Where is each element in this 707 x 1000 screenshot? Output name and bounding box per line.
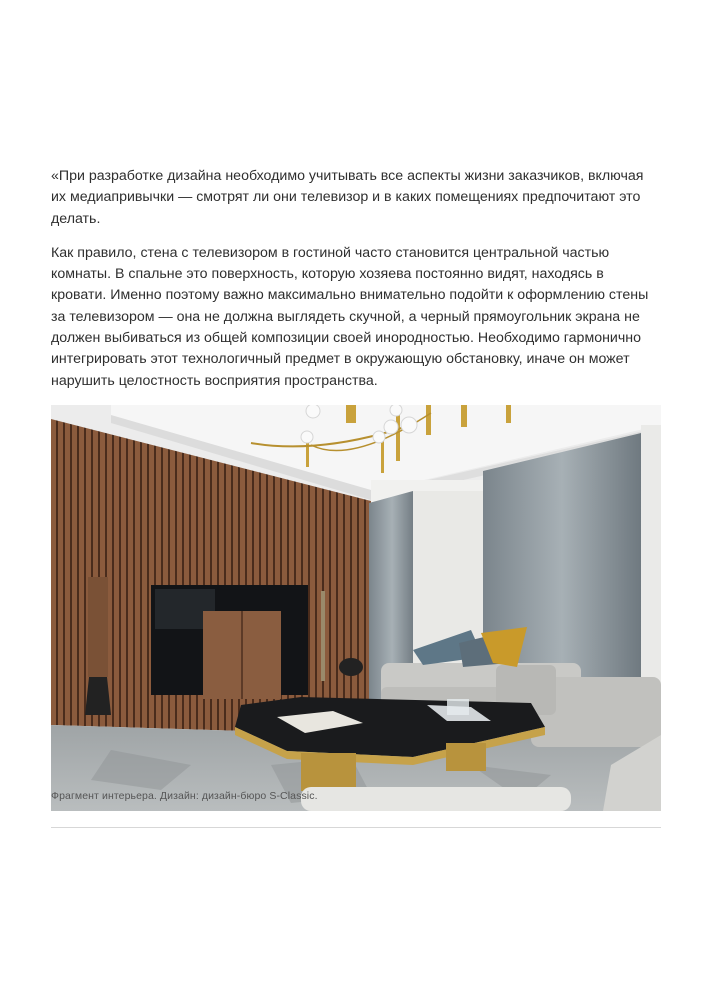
body-paragraph: Как правило, стена с телевизором в гостиной часто становится центральной частью комнаты. В спальне это поверхность, которую хозяева постоянно видят, находясь в кровати. Именно поэтому важно максимально внимательно подойти к оформлению стены за телевизором — она не должна выглядеть скучной, а черный прямоугольник экрана не должен выбиваться из общей композиции своей инородностью. Необходимо гармонично интегрировать этот технологичный предмет в окружающую обстановку, иначе он может нарушить целостность восприятия пространства. — [51, 244, 649, 389]
interior-photo — [51, 405, 661, 811]
quote-paragraph: «При разработке дизайна необходимо учитывать все аспекты жизни заказчиков, включая их медиапривычки — смотрят ли они телевизор и в каких помещениях предпочитают это делать. — [51, 168, 644, 227]
photo-caption: Фрагмент интерьера. Дизайн: дизайн-бюро S-Classic. — [51, 790, 318, 802]
article-body — [51, 166, 661, 811]
divider — [51, 827, 661, 828]
